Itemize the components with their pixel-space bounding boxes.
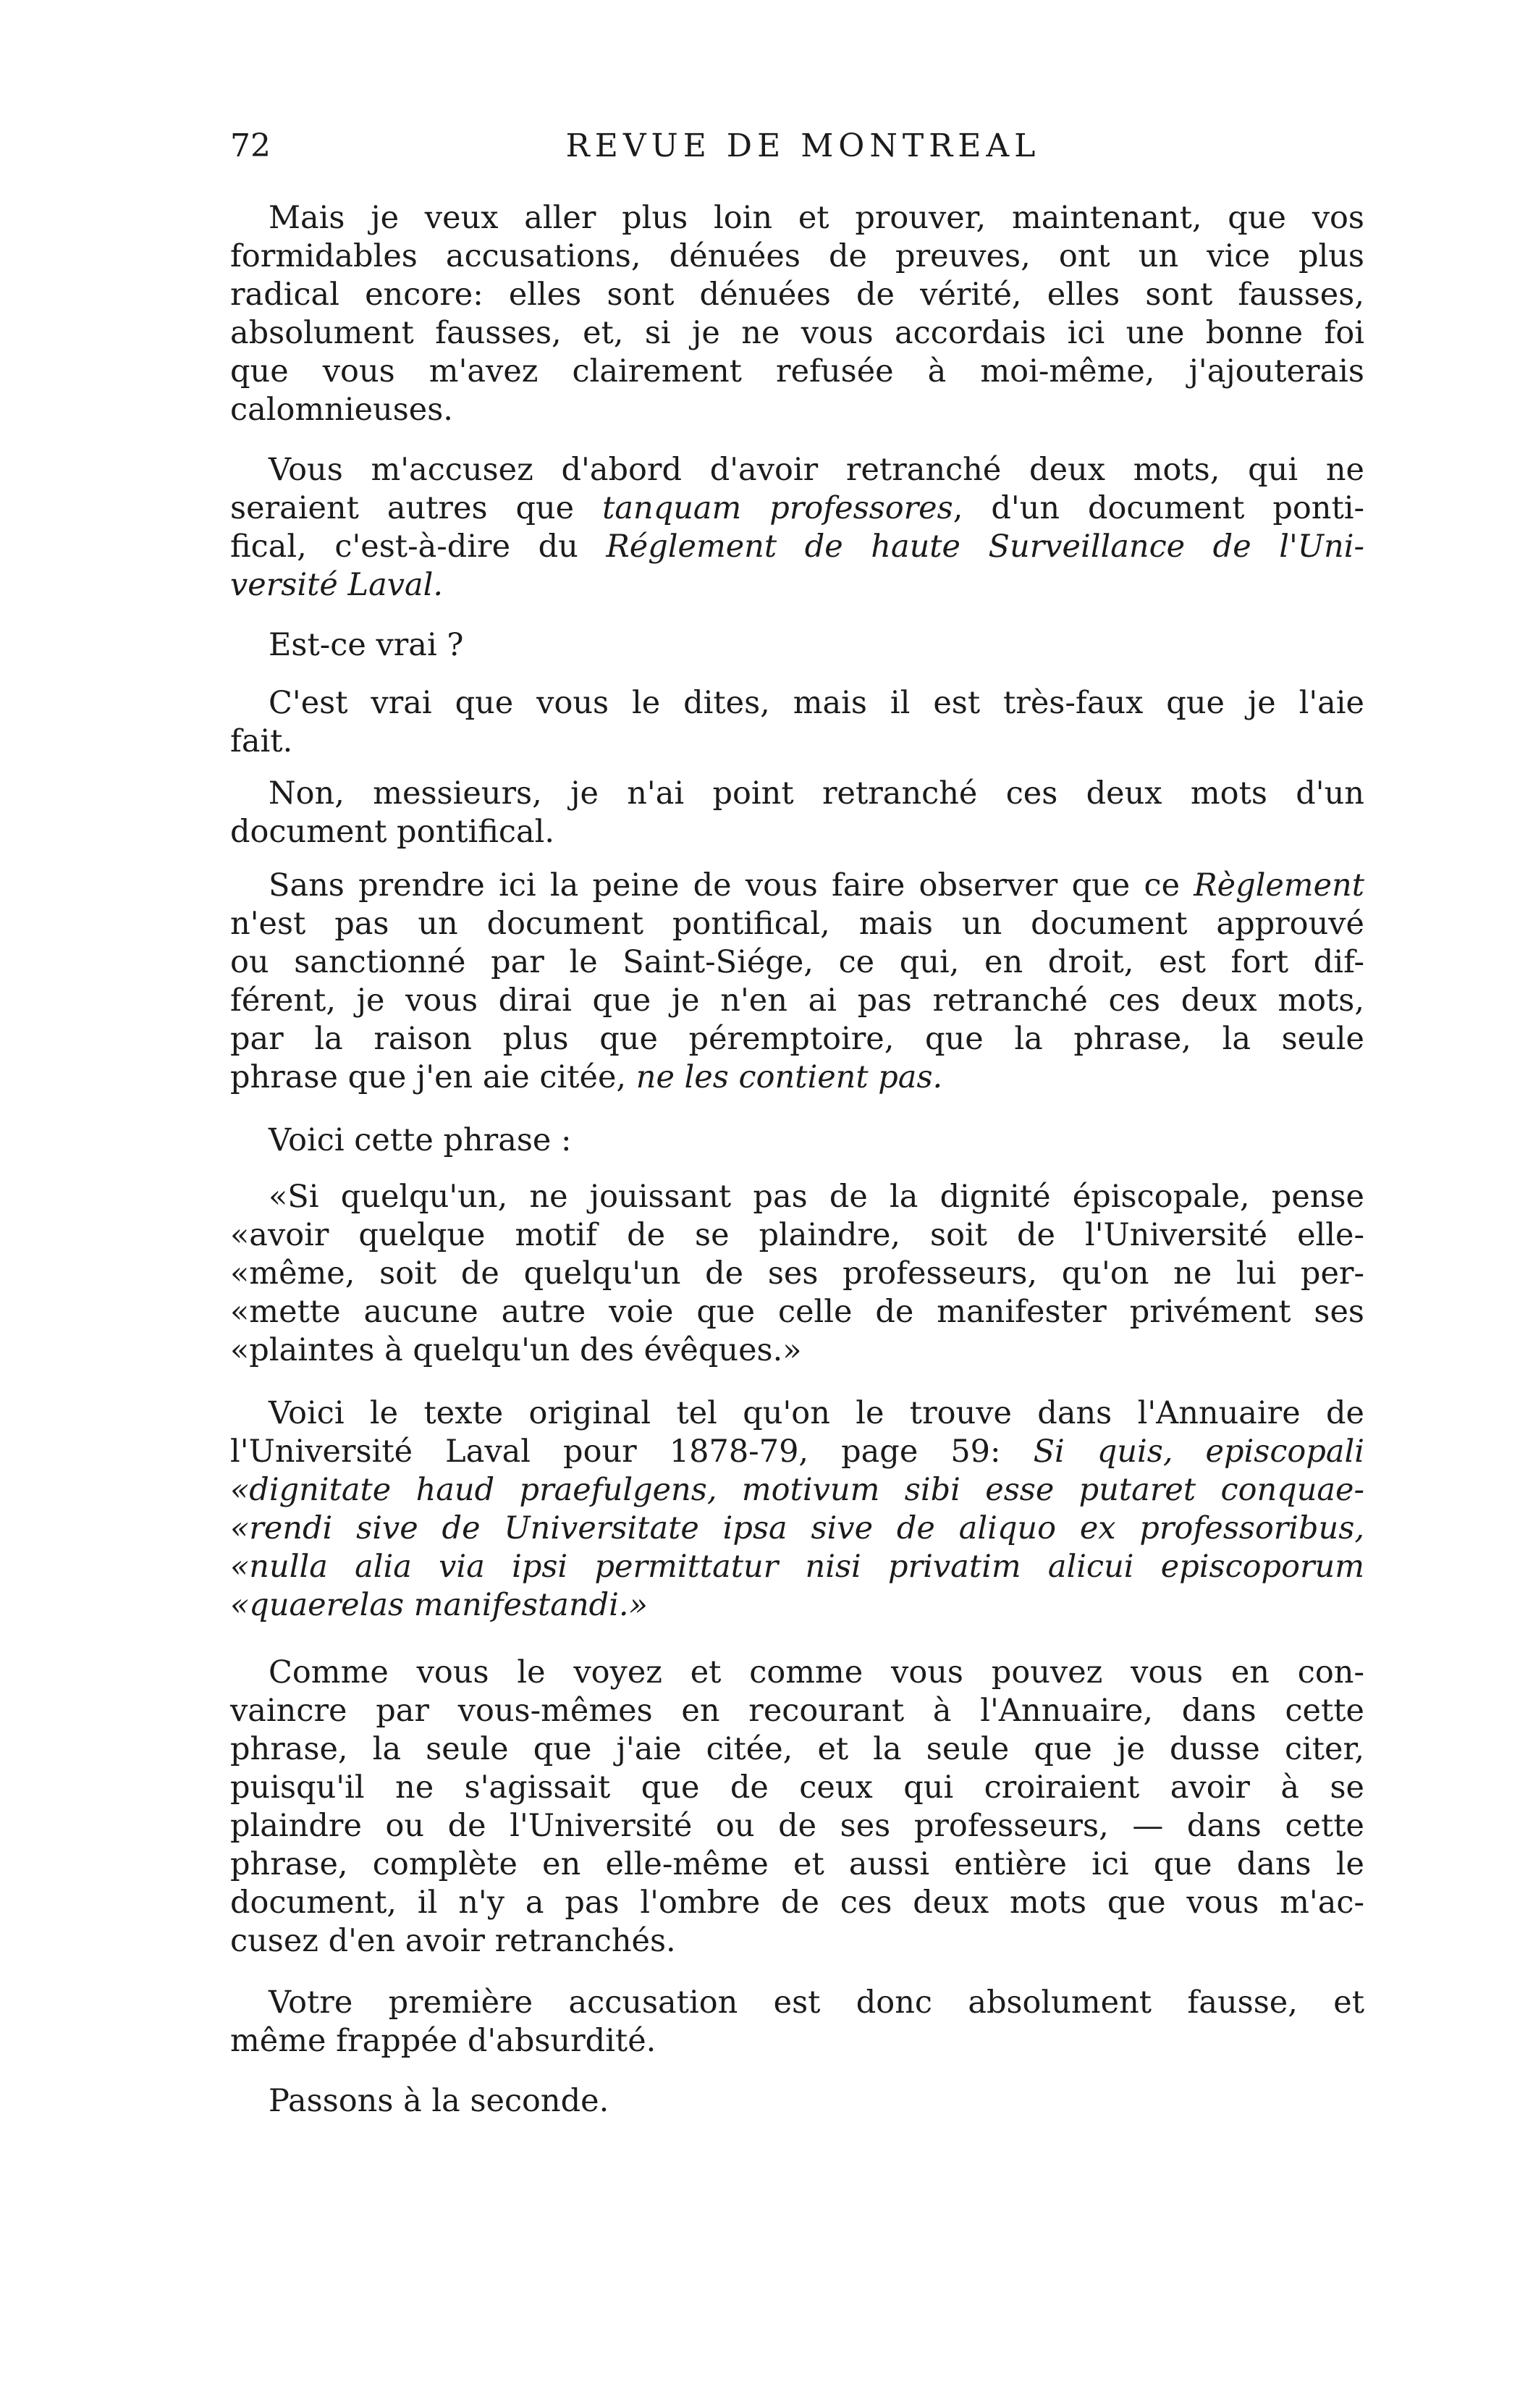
text-line: Mais je veux aller plus loin et prouver, maintenant, que vos — [269, 200, 1364, 236]
paragraph — [230, 626, 1364, 665]
quotation — [230, 1178, 1364, 1370]
text-line: «avoir quelque motif de se plaindre, soit de l'Université elle- — [230, 1217, 1364, 1253]
text-line — [230, 528, 1364, 566]
text-line: document, il n'y a pas l'ombre de ces deux mots que vous m'ac- — [230, 1885, 1364, 1921]
italic-text: tanquam professores — [602, 490, 953, 526]
text-line: C'est vrai que vous le dites, mais il est très-faux que je l'aie — [269, 685, 1364, 721]
text-segment: phrase que j'en aie citée, — [230, 1059, 636, 1095]
latin-quote-line: «rendi sive de Universitate ipsa sive de aliquo ex professoribus, — [230, 1510, 1364, 1546]
running-head — [230, 125, 1364, 168]
paragraph — [230, 1984, 1364, 2060]
paragraph — [230, 1654, 1364, 1961]
text-line: formidables accusations, dénuées de preuves, ont un vice plus — [230, 238, 1364, 274]
text-line: ou sanctionné par le Saint-Siége, ce qui, en droit, est fort dif- — [230, 944, 1364, 980]
paragraph — [230, 1394, 1364, 1625]
paragraph — [230, 2082, 1364, 2121]
text-segment: seraient autres que — [230, 490, 603, 526]
italic-text: ne les contient pas. — [635, 1059, 943, 1095]
text-segment: fical, c'est-à-dire du — [230, 529, 607, 565]
text-line: calomnieuses. — [230, 392, 453, 428]
italic-text: Si quis, episcopali — [1033, 1434, 1364, 1470]
paragraph — [230, 451, 1364, 605]
paragraph — [230, 199, 1364, 429]
text-segment: l'Université Laval pour 1878-79, page 59: — [230, 1434, 1034, 1470]
latin-quote-line: «nulla alia via ipsi permittatur nisi privatim alicui episcoporum — [230, 1549, 1364, 1585]
text-line: même frappée d'absurdité. — [230, 2023, 656, 2059]
text-line: «Si quelqu'un, ne jouissant pas de la dignité épiscopale, pense — [269, 1179, 1364, 1215]
text-line: Vous m'accusez d'abord d'avoir retranché deux mots, qui ne — [269, 452, 1364, 488]
paragraph — [230, 775, 1364, 851]
text-line: Voici le texte original tel qu'on le trouve dans l'Annuaire de — [269, 1395, 1364, 1431]
text-line: Est-ce vrai ? — [269, 627, 464, 663]
latin-quote-line: «dignitate haud praefulgens, motivum sibi esse putaret conquae- — [230, 1472, 1364, 1508]
text-line: phrase, la seule que j'aie citée, et la seule que je dusse citer, — [230, 1731, 1364, 1767]
text-line — [230, 1433, 1364, 1471]
text-line: radical encore: elles sont dénuées de vérité, elles sont fausses, — [230, 277, 1364, 313]
text-segment: , d'un document ponti- — [953, 490, 1365, 526]
text-line: «plaintes à quelqu'un des évêques.» — [230, 1332, 802, 1368]
text-segment: Sans prendre ici la peine de vous faire observer que ce — [269, 867, 1194, 904]
page-number: 72 — [230, 127, 271, 164]
text-line: Comme vous le voyez et comme vous pouvez vous en con- — [269, 1654, 1364, 1691]
text-line: phrase, complète en elle-même et aussi entière ici que dans le — [230, 1846, 1364, 1882]
text-line: que vous m'avez clairement refusée à moi-même, j'ajouterais — [230, 353, 1364, 390]
text-line: férent, je vous dirai que je n'en ai pas retranché ces deux mots, — [230, 982, 1364, 1019]
text-line: «mette aucune autre voie que celle de manifester privément ses — [230, 1294, 1364, 1330]
text-line: par la raison plus que péremptoire, que la phrase, la seule — [230, 1021, 1364, 1057]
text-line: document pontifical. — [230, 814, 555, 850]
text-line: «même, soit de quelqu'un de ses professeurs, qu'on ne lui per- — [230, 1255, 1364, 1292]
text-line: puisqu'il ne s'agissait que de ceux qui croiraient avoir à se — [230, 1769, 1364, 1806]
paragraph — [230, 1121, 1364, 1160]
text-line: Non, messieurs, je n'ai point retranché ces deux mots d'un — [269, 775, 1364, 812]
text-line — [230, 1058, 1364, 1097]
paragraph — [230, 684, 1364, 761]
text-line — [230, 489, 1364, 528]
text-line: absolument fausses, et, si je ne vous accordais ici une bonne foi — [230, 315, 1364, 351]
text-line: Voici cette phrase : — [269, 1122, 572, 1158]
text-block — [230, 199, 1364, 2121]
italic-text: Réglement de haute Surveillance de l'Uni- — [606, 529, 1365, 565]
text-line: vaincre par vous-mêmes en recourant à l'Annuaire, dans cette — [230, 1693, 1364, 1729]
running-title: REVUE DE MONTREAL — [565, 127, 1041, 164]
text-line: Passons à la seconde. — [269, 2083, 609, 2119]
text-line: Votre première accusation est donc absolument fausse, et — [269, 1984, 1364, 2021]
italic-text: Règlement — [1194, 867, 1364, 904]
text-line: n'est pas un document pontifical, mais un document approuvé — [230, 906, 1364, 942]
text-line: cusez d'en avoir retranchés. — [230, 1923, 676, 1959]
text-line — [230, 867, 1364, 905]
text-line: fait. — [230, 723, 293, 759]
text-line: versité Laval. — [230, 567, 444, 603]
latin-quote-line: «quaerelas manifestandi.» — [230, 1587, 648, 1623]
text-line: plaindre ou de l'Université ou de ses professeurs, — dans cette — [230, 1808, 1364, 1844]
paragraph — [230, 867, 1364, 1097]
